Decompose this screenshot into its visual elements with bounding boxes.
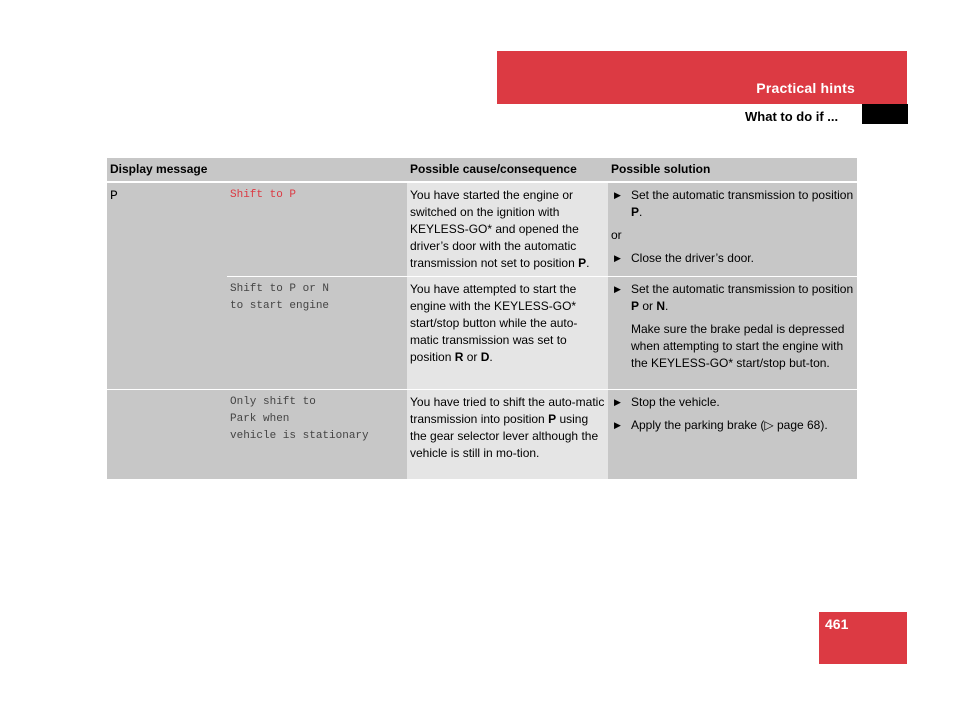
- solution-step-text: Stop the vehicle.: [631, 395, 720, 409]
- page-number: 461: [825, 616, 849, 632]
- solution-step: [611, 394, 854, 411]
- solution-cell: [608, 390, 857, 479]
- bullet-arrow-icon: ▶: [614, 284, 621, 294]
- table-header-row: [107, 158, 857, 182]
- solution-step-text: Apply the parking brake (▷ page 68).: [631, 418, 828, 432]
- cause-text: You have started the engine or switched on the ignition with KEYLESS-GO* and opened the driver’s door with the automatic transmission not set to position: [410, 188, 579, 270]
- solution-or: or: [611, 228, 622, 242]
- cause-cell: You have started the engine or switched on the ignition with KEYLESS-GO* and opened the driver’s door with the automatic transmission not set to position P.: [407, 182, 608, 277]
- hint-table: [107, 158, 857, 479]
- cause-bold-position: P: [578, 256, 587, 270]
- cause-connector: or: [466, 350, 478, 364]
- solution-step-connector: or: [642, 299, 654, 313]
- cause-cell: [407, 390, 608, 479]
- column-header-solution: Possible solution: [608, 158, 857, 182]
- column-header-display: Display message: [107, 158, 407, 182]
- thumb-tab: [862, 104, 908, 124]
- display-symbol-cell: [107, 390, 227, 479]
- cause-cell: You have attempted to start the engine with the KEYLESS-GO* start/stop button while the auto-matic transmission was set to position R or D.: [407, 277, 608, 390]
- display-message-cell: [227, 182, 407, 277]
- display-message-line: Only shift to: [230, 396, 316, 408]
- display-message-line: Park when: [230, 413, 290, 425]
- solution-cell: [608, 182, 857, 277]
- solution-step-bold: P: [631, 205, 640, 219]
- table-row: [107, 390, 857, 479]
- cause-bold-position: R: [454, 350, 464, 364]
- bullet-arrow-icon: ▶: [614, 420, 621, 430]
- bullet-arrow-icon: ▶: [614, 397, 621, 407]
- solution-step: [611, 250, 854, 267]
- subsection-title: What to do if ...: [745, 109, 839, 124]
- table-row: [107, 182, 857, 277]
- display-message-line: Shift to P: [230, 189, 297, 201]
- solution-step-text: Close the driver’s door.: [631, 251, 754, 265]
- section-title: Practical hints: [756, 80, 855, 96]
- cause-text: You have attempted to start the engine with the KEYLESS-GO* start/stop button while the auto-matic transmission was set to position: [410, 282, 578, 364]
- section-header-bar: [497, 51, 907, 104]
- page-number-box: [819, 612, 907, 664]
- bullet-arrow-icon: ▶: [614, 190, 621, 200]
- cause-text: using the gear selector lever although the vehicle is still in mo-tion.: [410, 412, 599, 460]
- solution-step-bold: N: [656, 299, 666, 313]
- solution-note: Make sure the brake pedal is depressed when attempting to start the engine with the KEYLESS-GO* start/stop but-ton.: [631, 322, 845, 370]
- solution-step-text: Set the automatic transmission to position: [631, 282, 854, 296]
- column-header-cause: Possible cause/consequence: [407, 158, 608, 182]
- solution-step: ▶ Set the automatic transmission to position P or N.: [614, 282, 854, 313]
- cause-bold-position: D: [480, 350, 490, 364]
- cause-text: You have tried to shift the auto-matic transmission into position: [410, 395, 605, 426]
- solution-step: ▶ Set the automatic transmission to position P.: [614, 188, 854, 219]
- display-message-line: vehicle is stationary: [230, 430, 369, 442]
- cause-bold-position: P: [548, 412, 557, 426]
- display-message-line: Shift to P or N: [230, 283, 330, 295]
- display-message-cell: [227, 277, 407, 390]
- display-message-line: to start engine: [230, 300, 330, 312]
- solution-step: [611, 417, 854, 434]
- display-symbol: P: [110, 188, 118, 203]
- bullet-arrow-icon: ▶: [614, 253, 621, 263]
- solution-step-text: Set the automatic transmission to position: [631, 188, 854, 202]
- solution-cell: [608, 277, 857, 390]
- solution-step-bold: P: [631, 299, 640, 313]
- display-symbol-cell: [107, 182, 227, 390]
- display-message-cell: [227, 390, 407, 479]
